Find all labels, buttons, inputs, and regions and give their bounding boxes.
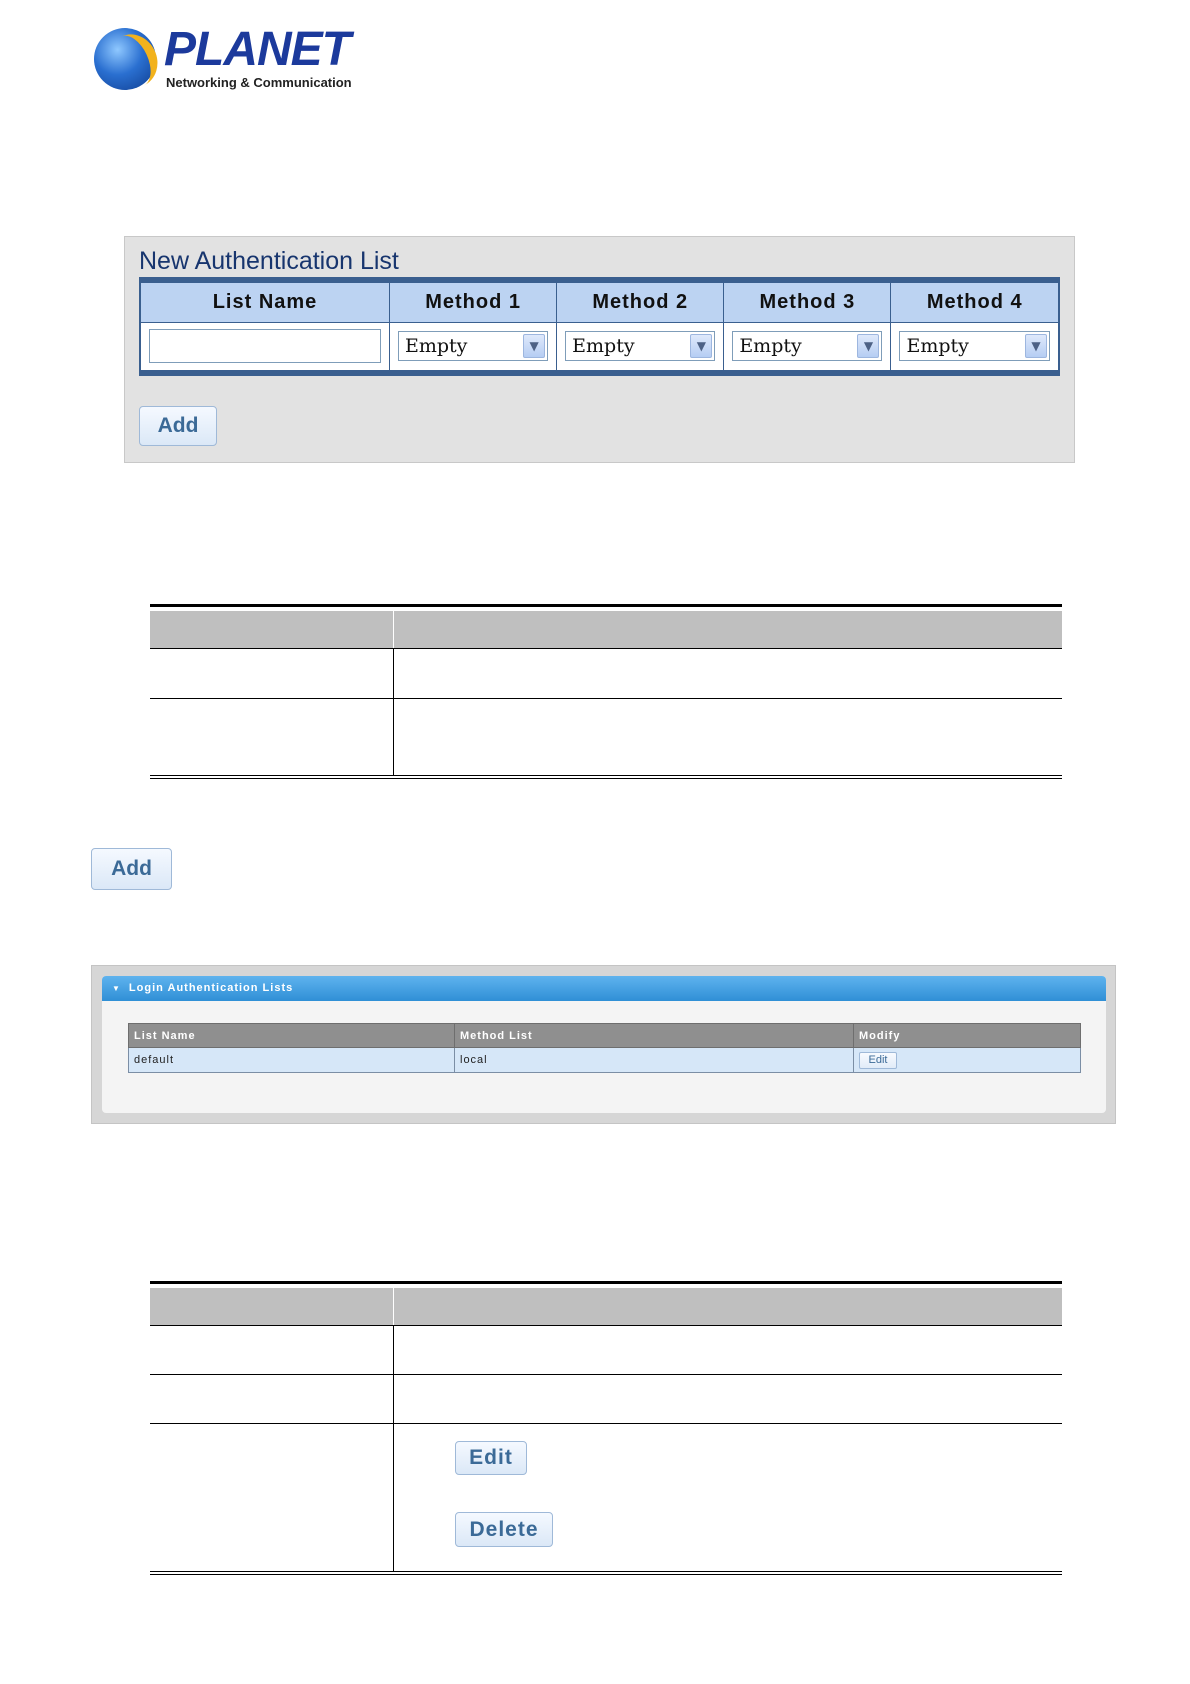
table-row [150,1424,1062,1571]
header-modify: Modify [854,1024,1081,1048]
table-row [150,1375,1062,1424]
table-header-row [129,1024,1081,1048]
new-list-table [139,277,1060,376]
method-1-select[interactable] [398,331,548,361]
header-method-2: Method 2 [557,280,724,322]
method-2-cell [557,322,724,373]
header-method-3: Method 3 [724,280,891,322]
cell-list-name: default [129,1048,455,1073]
add-button-sample[interactable]: Add [91,848,172,890]
login-lists-title-bar[interactable] [102,976,1106,1001]
header-method-4: Method 4 [891,280,1059,322]
chevron-down-icon[interactable]: ▼ [523,334,545,358]
description-table-1 [150,604,1062,779]
login-authentication-lists-panel [91,965,1116,1124]
delete-button-sample[interactable]: Delete [455,1512,553,1547]
description-table-header [150,1288,1062,1326]
description-table-2 [150,1281,1062,1575]
header-method-1: Method 1 [390,280,557,322]
chevron-down-icon[interactable]: ▼ [1025,334,1047,358]
header-method-list: Method List [455,1024,854,1048]
method-2-select[interactable] [565,331,715,361]
method-1-value: Empty [405,335,468,358]
login-lists-table [128,1023,1081,1073]
table-row [129,1048,1081,1073]
edit-button-sample[interactable]: Edit [455,1441,527,1475]
method-3-select[interactable] [732,331,882,361]
header-list-name: List Name [140,280,390,322]
cell-method-list: local [455,1048,854,1073]
edit-button[interactable]: Edit [859,1052,897,1069]
add-button[interactable]: Add [139,406,217,446]
logo-wordmark: PLANET [164,23,350,76]
list-name-input[interactable] [149,329,381,363]
header-list-name: List Name [129,1024,455,1048]
login-lists-title: Login Authentication Lists [128,982,294,994]
table-row [140,322,1059,373]
cell-modify [854,1048,1081,1073]
method-2-value: Empty [572,335,635,358]
method-3-cell [724,322,891,373]
new-authentication-list-panel [124,236,1075,463]
description-table-header [150,611,1062,649]
list-name-cell [140,322,390,373]
method-4-select[interactable] [899,331,1050,361]
chevron-down-icon[interactable]: ▼ [857,334,879,358]
method-4-value: Empty [906,335,969,358]
panel-title: New Authentication List [139,247,399,275]
logo-tagline: Networking & Communication [166,75,352,90]
planet-logo [94,22,354,94]
collapse-triangle-icon[interactable]: ▼ [112,984,121,993]
method-4-cell [891,322,1059,373]
login-lists-inner [102,976,1106,1113]
table-header-row [140,280,1059,322]
table-row [150,1326,1062,1375]
table-row [150,699,1062,775]
table-row [150,649,1062,699]
method-3-value: Empty [739,335,802,358]
method-1-cell [390,322,557,373]
globe-logo-icon [94,28,156,90]
chevron-down-icon[interactable]: ▼ [690,334,712,358]
